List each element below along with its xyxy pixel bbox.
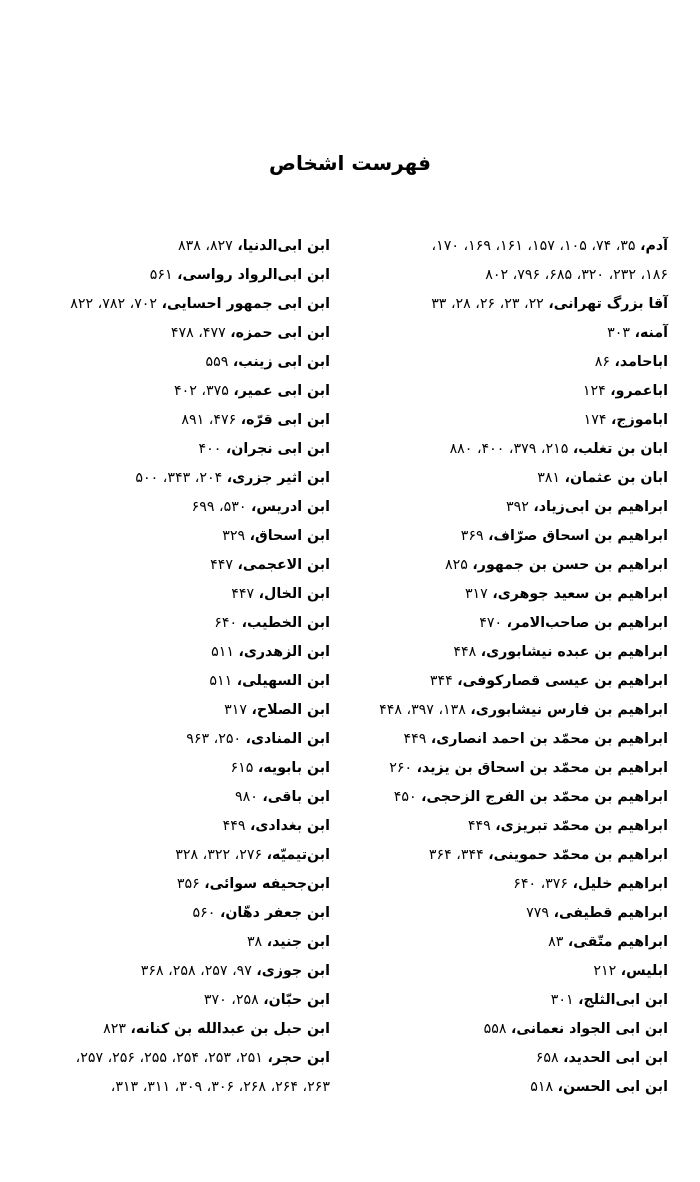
entry-pages: ۳۸ xyxy=(246,934,267,950)
index-entry xyxy=(10,609,330,638)
index-column-right xyxy=(350,232,668,1102)
index-entry xyxy=(350,870,668,899)
entry-name: ابن بابویه، xyxy=(257,760,330,776)
entry-name: ابراهیم بن سعید جوهری، xyxy=(492,586,668,602)
entry-name: ابن الصلاح، xyxy=(251,702,330,718)
entry-name: ابراهیم بن فارس نیشابوری، xyxy=(470,702,668,718)
entry-pages: ۳۲۹ xyxy=(222,528,250,544)
index-entry xyxy=(10,1044,330,1073)
entry-name: ابن جعفر دهّان، xyxy=(219,905,330,921)
entry-name: ابن ابی‌الثلج، xyxy=(578,992,668,1008)
entry-pages: ۲۵۱، ۲۵۳، ۲۵۴، ۲۵۵، ۲۵۶، ۲۵۷، xyxy=(75,1050,268,1066)
entry-pages: ۵۳۰، ۶۹۹ xyxy=(191,499,252,515)
entry-pages: ۲۱۵، ۳۷۹، ۴۰۰، ۸۸۰ xyxy=(449,441,573,457)
entry-pages: ۲۷۶، ۳۲۲، ۳۲۸ xyxy=(175,847,267,863)
entry-pages: ۳۰۳ xyxy=(607,325,635,341)
index-entry xyxy=(350,319,668,348)
index-entry xyxy=(350,754,668,783)
entry-name: ابن ابی الجواد نعمانی، xyxy=(510,1021,668,1037)
entry-name: ابراهیم بن محمّد حموینی، xyxy=(488,847,668,863)
index-entry xyxy=(350,812,668,841)
entry-name: ابن ابی زینب، xyxy=(232,354,330,370)
entry-pages: ۳۱۷ xyxy=(464,586,493,602)
index-entry xyxy=(10,783,330,812)
index-entry xyxy=(350,1073,668,1102)
index-entry xyxy=(350,928,668,957)
index-entry xyxy=(350,638,668,667)
index-entry xyxy=(10,899,330,928)
entry-pages: ۴۴۹ xyxy=(403,731,431,747)
entry-name: ابلیس، xyxy=(620,963,668,979)
index-entry xyxy=(350,348,668,377)
entry-pages: ۵۵۸ xyxy=(483,1021,511,1037)
index-entry xyxy=(10,406,330,435)
entry-name: ابراهیم متّقی، xyxy=(567,934,668,950)
index-entry xyxy=(10,812,330,841)
entry-pages: ۴۵۰ xyxy=(393,789,422,805)
entry-pages: ۵۶۱ xyxy=(149,267,178,283)
index-entry xyxy=(350,783,668,812)
index-entry xyxy=(350,522,668,551)
entry-name: ابراهیم بن حسن بن جمهور، xyxy=(472,557,668,573)
entry-name: ابن الخطیب، xyxy=(241,615,330,631)
index-entry xyxy=(10,986,330,1015)
entry-name: ابراهیم قطیفی، xyxy=(553,905,668,921)
entry-name: ابراهیم بن عیسی قصارکوفی، xyxy=(457,673,668,689)
entry-name: ابن جوزی، xyxy=(256,963,330,979)
entry-name: ابن حبل بن عبدالله بن کنانه، xyxy=(130,1021,330,1037)
index-entry xyxy=(350,464,668,493)
entry-pages: ۳۴۴ xyxy=(429,673,458,689)
index-entry xyxy=(350,551,668,580)
entry-pages: ۶۱۵ xyxy=(230,760,258,776)
entry-pages: ۵۶۰ xyxy=(192,905,220,921)
entry-pages: ۱۷۴ xyxy=(583,412,612,428)
entry-pages: ۳۹۲ xyxy=(505,499,534,515)
index-entry xyxy=(10,522,330,551)
entry-pages: ۳۴۴، ۳۶۴ xyxy=(428,847,489,863)
index-entry xyxy=(10,493,330,522)
entry-name: ابراهیم بن محمّد بن الفرج الزحجی، xyxy=(421,789,668,805)
entry-name: اباحامد، xyxy=(614,354,668,370)
entry-name: ابراهیم بن محمّد بن احمد انصاری، xyxy=(430,731,668,747)
entry-pages: ۸۳ xyxy=(548,934,568,950)
entry-pages: ۱۳۸، ۳۹۷، ۴۴۸ xyxy=(379,702,471,718)
entry-pages: ۴۷۰ xyxy=(479,615,507,631)
entry-pages: ۲۶۳، ۲۶۴، ۲۶۸، ۳۰۶، ۳۰۹، ۳۱۱، ۳۱۳، xyxy=(110,1079,330,1095)
index-entry xyxy=(10,754,330,783)
entry-name: آمنه، xyxy=(634,325,668,341)
entry-name: ابن ابی الحسن، xyxy=(557,1079,668,1095)
entry-name: ابن ادریس، xyxy=(251,499,330,515)
entry-name: ابن ابی حمزه، xyxy=(230,325,330,341)
entry-pages: ۲۱۲ xyxy=(593,963,621,979)
entry-pages: ۲۲، ۲۳، ۲۶، ۲۸، ۳۳ xyxy=(431,296,549,312)
entry-pages: ۲۰۴، ۳۴۳، ۵۰۰ xyxy=(135,470,227,486)
entry-name: ابن المنادی، xyxy=(245,731,330,747)
index-entry xyxy=(10,377,330,406)
entry-pages: ۹۸۰ xyxy=(235,789,263,805)
entry-pages: ۶۵۸ xyxy=(535,1050,564,1066)
index-entry xyxy=(10,1073,330,1102)
entry-pages: ۵۱۱ xyxy=(209,673,237,689)
entry-name: ابن ابی جمهور احسایی، xyxy=(161,296,330,312)
index-entry xyxy=(10,841,330,870)
index-entry xyxy=(350,986,668,1015)
index-entry xyxy=(10,319,330,348)
entry-name: ابن اثیر جزری، xyxy=(226,470,330,486)
entry-pages: ۳۸۱ xyxy=(537,470,565,486)
entry-pages: ۱۲۴ xyxy=(582,383,611,399)
entry-pages: ۳۷۶، ۶۴۰ xyxy=(513,876,573,892)
entry-name: ابن ابی‌الرواد رواسی، xyxy=(177,267,330,283)
entry-name: ابن الخال، xyxy=(258,586,330,602)
entry-pages: ۵۱۸ xyxy=(530,1079,558,1095)
entry-name: اباموزج، xyxy=(611,412,668,428)
entry-pages: ۴۴۹ xyxy=(222,818,251,834)
entry-pages: ۴۴۷ xyxy=(231,586,259,602)
entry-name: ابن السهیلی، xyxy=(236,673,330,689)
entry-name: ابن بغدادی، xyxy=(250,818,330,834)
entry-pages: ۷۰۲، ۷۸۲، ۸۲۲ xyxy=(70,296,162,312)
index-entry xyxy=(350,609,668,638)
index-entry xyxy=(10,435,330,464)
entry-name: ابن ابی قرّه، xyxy=(240,412,330,428)
index-entry xyxy=(350,261,668,290)
entry-name: ابراهیم بن ابی‌زیاد، xyxy=(533,499,668,515)
entry-pages: ۴۴۸ xyxy=(453,644,481,660)
entry-pages: ۴۰۰ xyxy=(198,441,226,457)
entry-name: ابن اسحاق، xyxy=(249,528,330,544)
entry-name: ابن ابی‌الدنیا، xyxy=(237,238,330,254)
index-entry xyxy=(350,232,668,261)
entry-pages: ۴۴۹ xyxy=(467,818,496,834)
index-entry xyxy=(350,493,668,522)
index-entry xyxy=(10,638,330,667)
index-entry xyxy=(10,870,330,899)
entry-pages: ۳۶۹ xyxy=(460,528,489,544)
entry-pages: ۲۵۰، ۹۶۳ xyxy=(186,731,246,747)
entry-pages: ۳۱۷ xyxy=(224,702,252,718)
index-entry xyxy=(10,551,330,580)
index-entry xyxy=(350,1044,668,1073)
entry-pages: ۸۶ xyxy=(594,354,615,370)
entry-name: ابن‌جحیفه سوائی، xyxy=(204,876,330,892)
index-entry xyxy=(350,696,668,725)
entry-pages: ۱۸۶، ۲۳۲، ۳۲۰، ۶۸۵، ۷۹۶، ۸۰۲ xyxy=(485,267,668,283)
index-entry xyxy=(350,841,668,870)
entry-name: ابن‌تیمیّه، xyxy=(266,847,330,863)
entry-pages: ۸۲۵ xyxy=(445,557,473,573)
index-entry xyxy=(350,957,668,986)
index-entry xyxy=(350,725,668,754)
entry-name: ابراهیم بن محمّد بن اسحاق بن یزید، xyxy=(416,760,668,776)
entry-pages: ۸۲۷، ۸۳۸ xyxy=(177,238,238,254)
index-entry xyxy=(350,899,668,928)
entry-pages: ۷۷۹ xyxy=(526,905,554,921)
entry-name: ابراهیم بن عبده نیشابوری، xyxy=(480,644,668,660)
entry-name: ابان بن عثمان، xyxy=(564,470,668,486)
entry-name: ابراهیم خلیل، xyxy=(572,876,668,892)
entry-name: ابن الاعجمی، xyxy=(237,557,330,573)
entry-pages: ۵۱۱ xyxy=(211,644,239,660)
index-entry xyxy=(10,348,330,377)
index-entry xyxy=(350,290,668,319)
entry-name: ابن الزهدری، xyxy=(238,644,330,660)
entry-name: ابن حجر، xyxy=(267,1050,330,1066)
entry-name: ابن ابی الحدید، xyxy=(563,1050,668,1066)
index-column-left xyxy=(10,232,330,1102)
entry-name: آدم، xyxy=(640,238,668,254)
entry-name: ابن ابی نجران، xyxy=(225,441,330,457)
entry-pages: ۳۰۱ xyxy=(550,992,579,1008)
entry-pages: ۳۷۵، ۴۰۲ xyxy=(174,383,234,399)
index-entry xyxy=(10,290,330,319)
index-entry xyxy=(10,667,330,696)
index-entry xyxy=(10,1015,330,1044)
index-entry xyxy=(350,406,668,435)
entry-pages: ۲۵۸، ۳۷۰ xyxy=(203,992,264,1008)
entry-pages: ۳۵، ۷۴، ۱۰۵، ۱۵۷، ۱۶۱، ۱۶۹، ۱۷۰، xyxy=(431,238,641,254)
index-entry xyxy=(350,667,668,696)
index-entry xyxy=(10,580,330,609)
index-entry xyxy=(10,232,330,261)
index-entry xyxy=(350,1015,668,1044)
index-entry xyxy=(10,928,330,957)
entry-name: ابراهیم بن اسحاق صرّاف، xyxy=(488,528,668,544)
entry-name: ابن جنید، xyxy=(266,934,330,950)
entry-pages: ۳۵۶ xyxy=(176,876,205,892)
entry-pages: ۲۶۰ xyxy=(389,760,417,776)
entry-name: آقا بزرگ تهرانی، xyxy=(548,296,668,312)
entry-name: ابن ابی عمیر، xyxy=(233,383,330,399)
entry-pages: ۴۷۷، ۴۷۸ xyxy=(170,325,231,341)
entry-name: ابان بن تغلب، xyxy=(572,441,668,457)
index-entry xyxy=(10,696,330,725)
index-entry xyxy=(350,580,668,609)
index-entry xyxy=(10,725,330,754)
entry-name: اباعمرو، xyxy=(610,383,668,399)
entry-pages: ۹۷، ۲۵۷، ۲۵۸، ۳۶۸ xyxy=(140,963,257,979)
entry-pages: ۶۴۰ xyxy=(214,615,242,631)
index-entry xyxy=(10,261,330,290)
entry-name: ابن حبّان، xyxy=(263,992,330,1008)
entry-pages: ۸۲۳ xyxy=(103,1021,131,1037)
index-entry xyxy=(350,435,668,464)
entry-name: ابراهیم بن صاحب‌الامر، xyxy=(506,615,668,631)
entry-name: ابن باقی، xyxy=(262,789,330,805)
index-entry xyxy=(350,377,668,406)
page-title: فهرست اشخاص xyxy=(269,151,431,175)
entry-pages: ۴۷۶، ۸۹۱ xyxy=(181,412,241,428)
entry-pages: ۵۵۹ xyxy=(205,354,233,370)
index-entry xyxy=(10,957,330,986)
index-entry xyxy=(10,464,330,493)
entry-pages: ۴۴۷ xyxy=(210,557,238,573)
entry-name: ابراهیم بن محمّد تبریزی، xyxy=(495,818,668,834)
